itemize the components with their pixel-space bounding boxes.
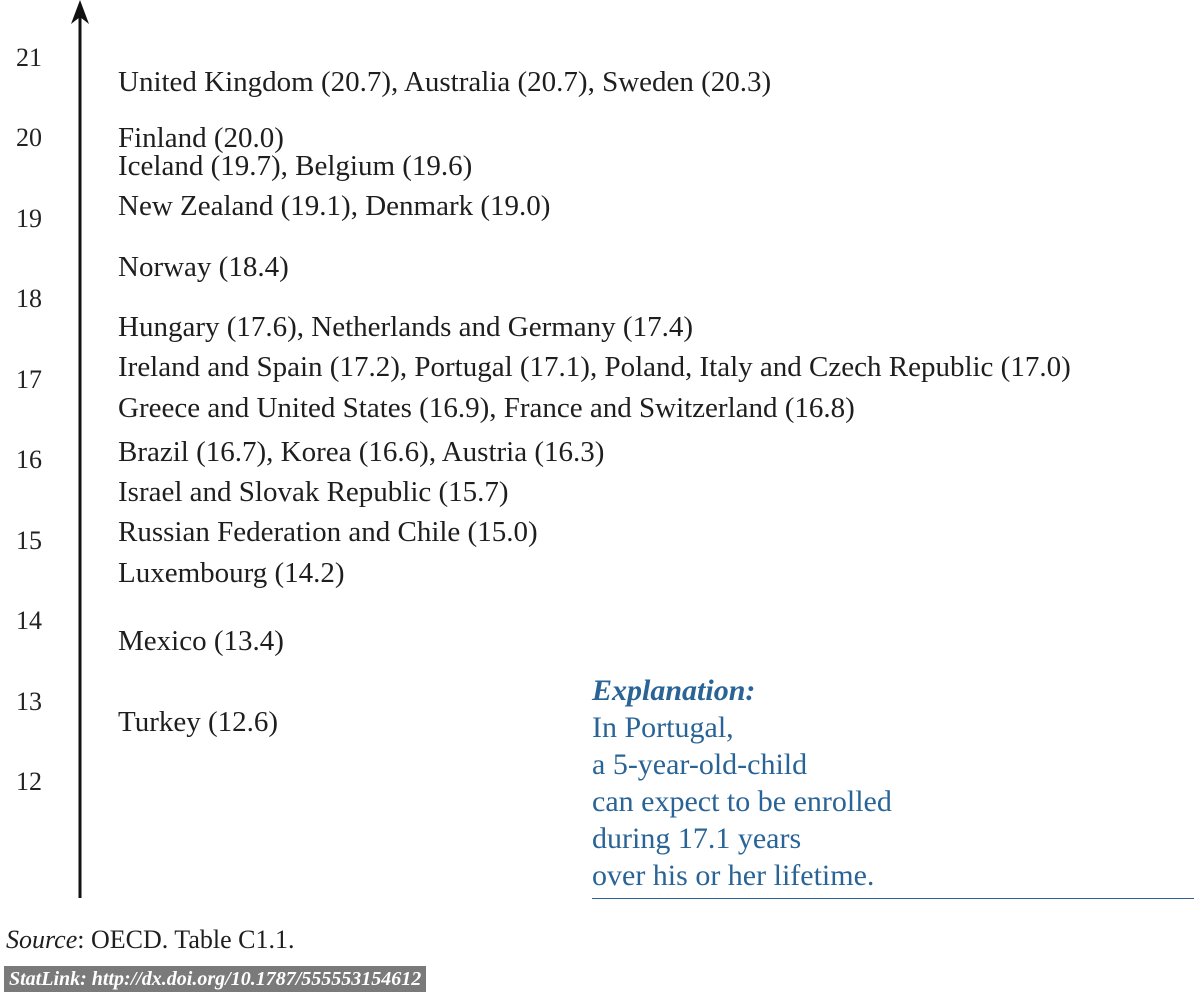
y-tick-label: 16 xyxy=(16,445,42,474)
country-data-label: Norway (18.4) xyxy=(118,250,289,283)
country-data-label: Mexico (13.4) xyxy=(118,625,284,658)
source-label: Source xyxy=(6,925,78,954)
country-data-label: United Kingdom (20.7), Australia (20.7), Sweden (20.3) xyxy=(118,65,772,98)
country-data-label: Greece and United States (16.9), France and Switzerland (16.8) xyxy=(118,391,855,424)
explanation-line: during 17.1 years xyxy=(592,822,802,855)
country-data-label: New Zealand (19.1), Denmark (19.0) xyxy=(118,190,551,223)
y-tick-label: 20 xyxy=(16,123,42,152)
y-tick-label: 18 xyxy=(16,284,42,313)
country-data-label: Israel and Slovak Republic (15.7) xyxy=(118,476,509,509)
statlink-link[interactable]: StatLink: http://dx.doi.org/10.1787/555553154612 xyxy=(4,966,426,992)
explanation-line: over his or her lifetime. xyxy=(592,859,875,892)
y-tick-label: 14 xyxy=(16,606,42,635)
country-data-label: Iceland (19.7), Belgium (19.6) xyxy=(118,150,473,183)
source-text: : OECD. Table C1.1. xyxy=(77,925,295,954)
explanation-box xyxy=(592,672,1196,894)
y-tick-label: 19 xyxy=(16,203,42,233)
explanation-line: a 5-year-old-child xyxy=(592,748,808,781)
explanation-title: Explanation: xyxy=(592,674,756,707)
explanation-line: can expect to be enrolled xyxy=(592,785,892,818)
country-data-label: Brazil (16.7), Korea (16.6), Austria (16.3) xyxy=(118,435,605,468)
country-data-label: Turkey (12.6) xyxy=(118,705,279,738)
country-data-label: Hungary (17.6), Netherlands and Germany (17.4) xyxy=(118,311,693,344)
country-data-label: Russian Federation and Chile (15.0) xyxy=(118,516,538,549)
y-tick-label: 21 xyxy=(16,42,42,72)
explanation-underline xyxy=(592,898,1194,899)
country-data-label: Finland (20.0) xyxy=(118,122,284,154)
y-tick-label: 13 xyxy=(16,686,42,716)
explanation-line: In Portugal, xyxy=(592,711,734,744)
country-data-label: Ireland and Spain (17.2), Portugal (17.1), Poland, Italy and Czech Republic (17.0) xyxy=(118,351,1071,384)
y-tick-label: 15 xyxy=(16,525,42,555)
source-note xyxy=(6,924,294,956)
y-tick-label: 12 xyxy=(16,767,42,796)
vertical-axis xyxy=(71,0,89,898)
y-tick-label: 17 xyxy=(16,364,42,394)
country-data-label: Luxembourg (14.2) xyxy=(118,556,345,589)
